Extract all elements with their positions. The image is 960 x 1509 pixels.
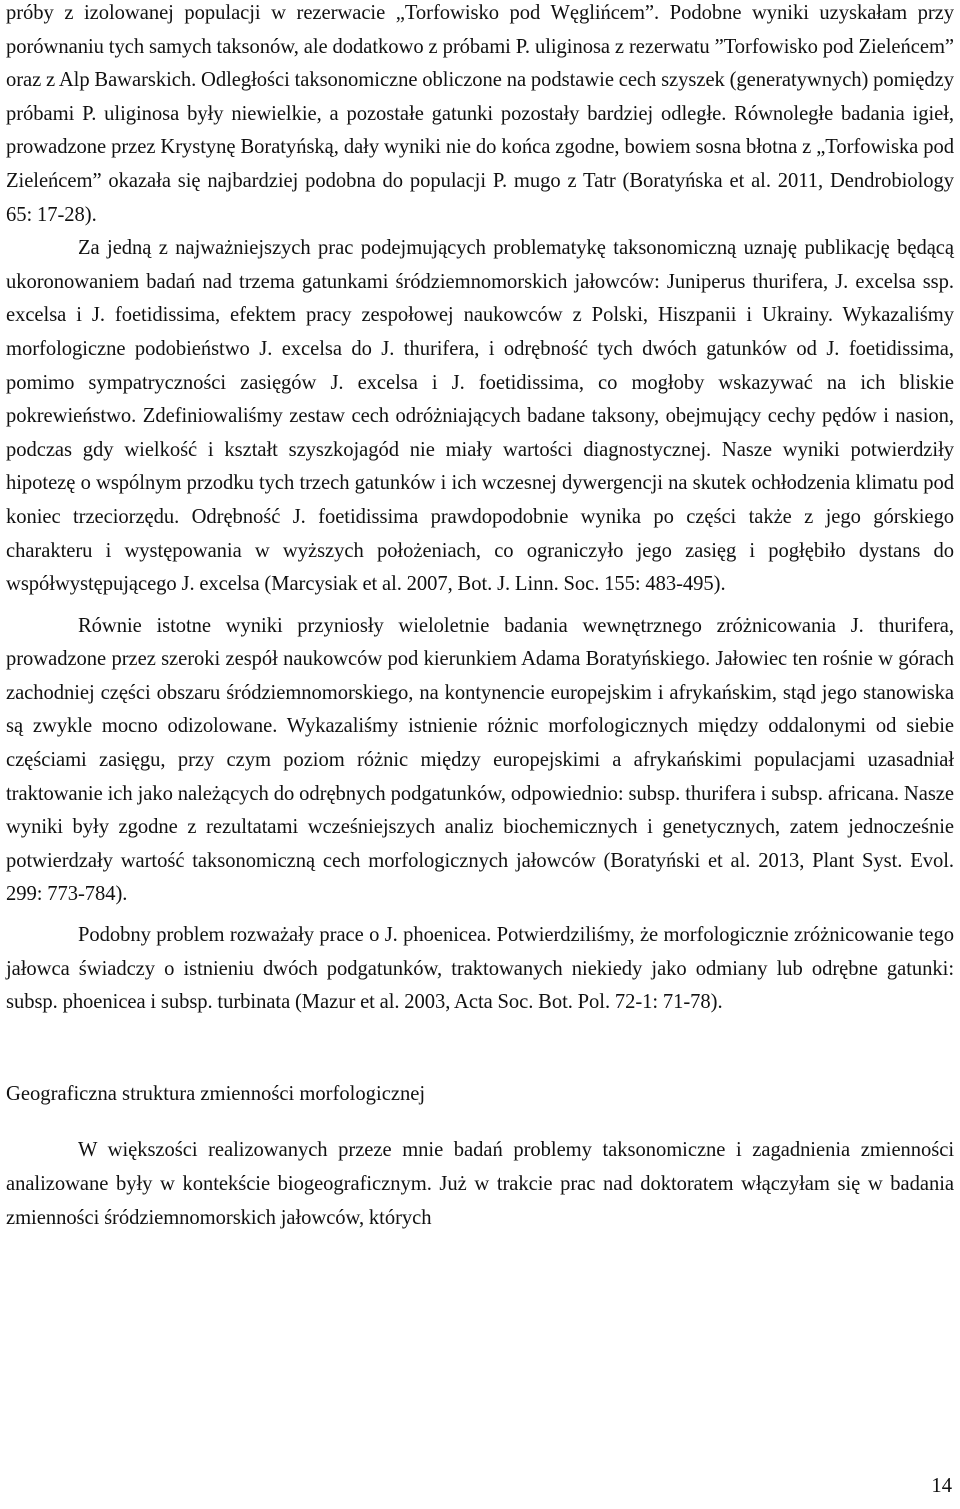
page-number: 14: [931, 1475, 952, 1497]
paragraph-juniperus-phoenicea: Podobny problem rozważały prace o J. phoenicea. Potwierdziliśmy, że morfologicznie zróżnicowanie tego jałowca świadczy o istnieniu dwóch podgatunków, traktowanych niekiedy jako odmiany lub odrębne gatunki: subsp. phoenicea i subsp. turbinata (Mazur et al. 2003, Acta Soc. Bot. Pol. 72-1: 71-78).: [6, 924, 954, 1014]
document-page: [6, 0, 954, 1235]
paragraph-continuation: próby z izolowanej populacji w rezerwacie „Torfowisko pod Węglińcem”. Podobne wyniki uzyskałam przy porównaniu tych samych taksonów, ale dodatkowo z próbami P. uliginosa z rezerwatu ”Torfowisko pod Zieleńcem” oraz z Alp Bawarskich. Odległości taksonomiczne obliczone na podstawie cech szyszek (generatywnych) pomiędzy próbami P. uliginosa były niewielkie, a pozostałe gatunki pozostały bardziej odległe. Równoległe badania igieł, prowadzone przez Krystynę Boratyńską, dały wyniki nie do końca zgodne, bowiem sosna błotna z „Torfowiska pod Zieleńcem” okazała się najbardziej podobna do populacji P. mugo z Tatr (Boratyńska et al. 2011, Dendrobiology 65: 17-28).: [6, 2, 954, 226]
section-heading: Geograficzna struktura zmienności morfologicznej: [6, 1082, 426, 1105]
paragraph-biogeography: W większości realizowanych przeze mnie badań problemy taksonomiczne i zagadnienia zmienności analizowane były w kontekście biogeograficznym. Już w trakcie prac nad doktoratem włączyłam się w badania zmienności śródziemnomorskich jałowców, których: [6, 1139, 954, 1229]
paragraph-juniperus-thurifera: Równie istotne wyniki przyniosły wieloletnie badania wewnętrznego zróżnicowania J. thurifera, prowadzone przez szeroki zespół naukowców pod kierunkiem Adama Boratyńskiego. Jałowiec ten rośnie w górach zachodniej części obszaru śródziemnomorskiego, na kontynencie europejskim i afrykańskim, stąd jego stanowiska są zwykle mocno odizolowane. Wykazaliśmy istnienie różnic morfologicznych między oddalonymi od siebie częściami zasięgu, przy czym poziom różnic między europejskimi a afrykańskimi populacjami uzasadniał traktowanie ich jako należących do odrębnych podgatunków, odpowiednio: subsp. thurifera i subsp. africana. Nasze wyniki były zgodne z rezultatami wcześniejszych analiz biochemicznych i genetycznych, zatem jednocześnie potwierdzały wartość taksonomiczną cech morfologicznych jałowców (Boratyński et al. 2013, Plant Syst. Evol. 299: 773-784).: [6, 614, 954, 906]
paragraph-juniperus-mediterranean: Za jedną z najważniejszych prac podejmujących problematykę taksonomiczną uznaję publikację będącą ukoronowaniem badań nad trzema gatunkami śródziemnomorskich jałowców: Juniperus thurifera, J. excelsa ssp. excelsa i J. foetidissima, efektem pracy zespołowej naukowców z Polski, Hiszpanii i Ukrainy. Wykazaliśmy morfologiczne podobieństwo J. excelsa do J. thurifera, i odrębność tych dwóch gatunków od J. foetidissima, pomimo sympatryczności zasięgów J. excelsa i J. foetidissima, co mogłoby wskazywać na ich bliskie pokrewieństwo. Zdefiniowaliśmy zestaw cech odróżniających badane taksony, obejmujący cechy pędów i nasion, podczas gdy wielkość i kształt szyszkojagód nie miały wartości diagnostycznej. Nasze wyniki potwierdziły hipotezę o wspólnym przodku tych trzech gatunków i ich wczesnej dywergencji na skutek ochłodzenia klimatu pod koniec trzeciorzędu. Odrębność J. foetidissima prawdopodobnie wynika po części także z jego górskiego charakteru i występowania w wyższych położeniach, co ograniczyło jego zasięg i pogłębiło dystans do współwystępującego J. excelsa (Marcysiak et al. 2007, Bot. J. Linn. Soc. 155: 483-495).: [6, 237, 954, 596]
